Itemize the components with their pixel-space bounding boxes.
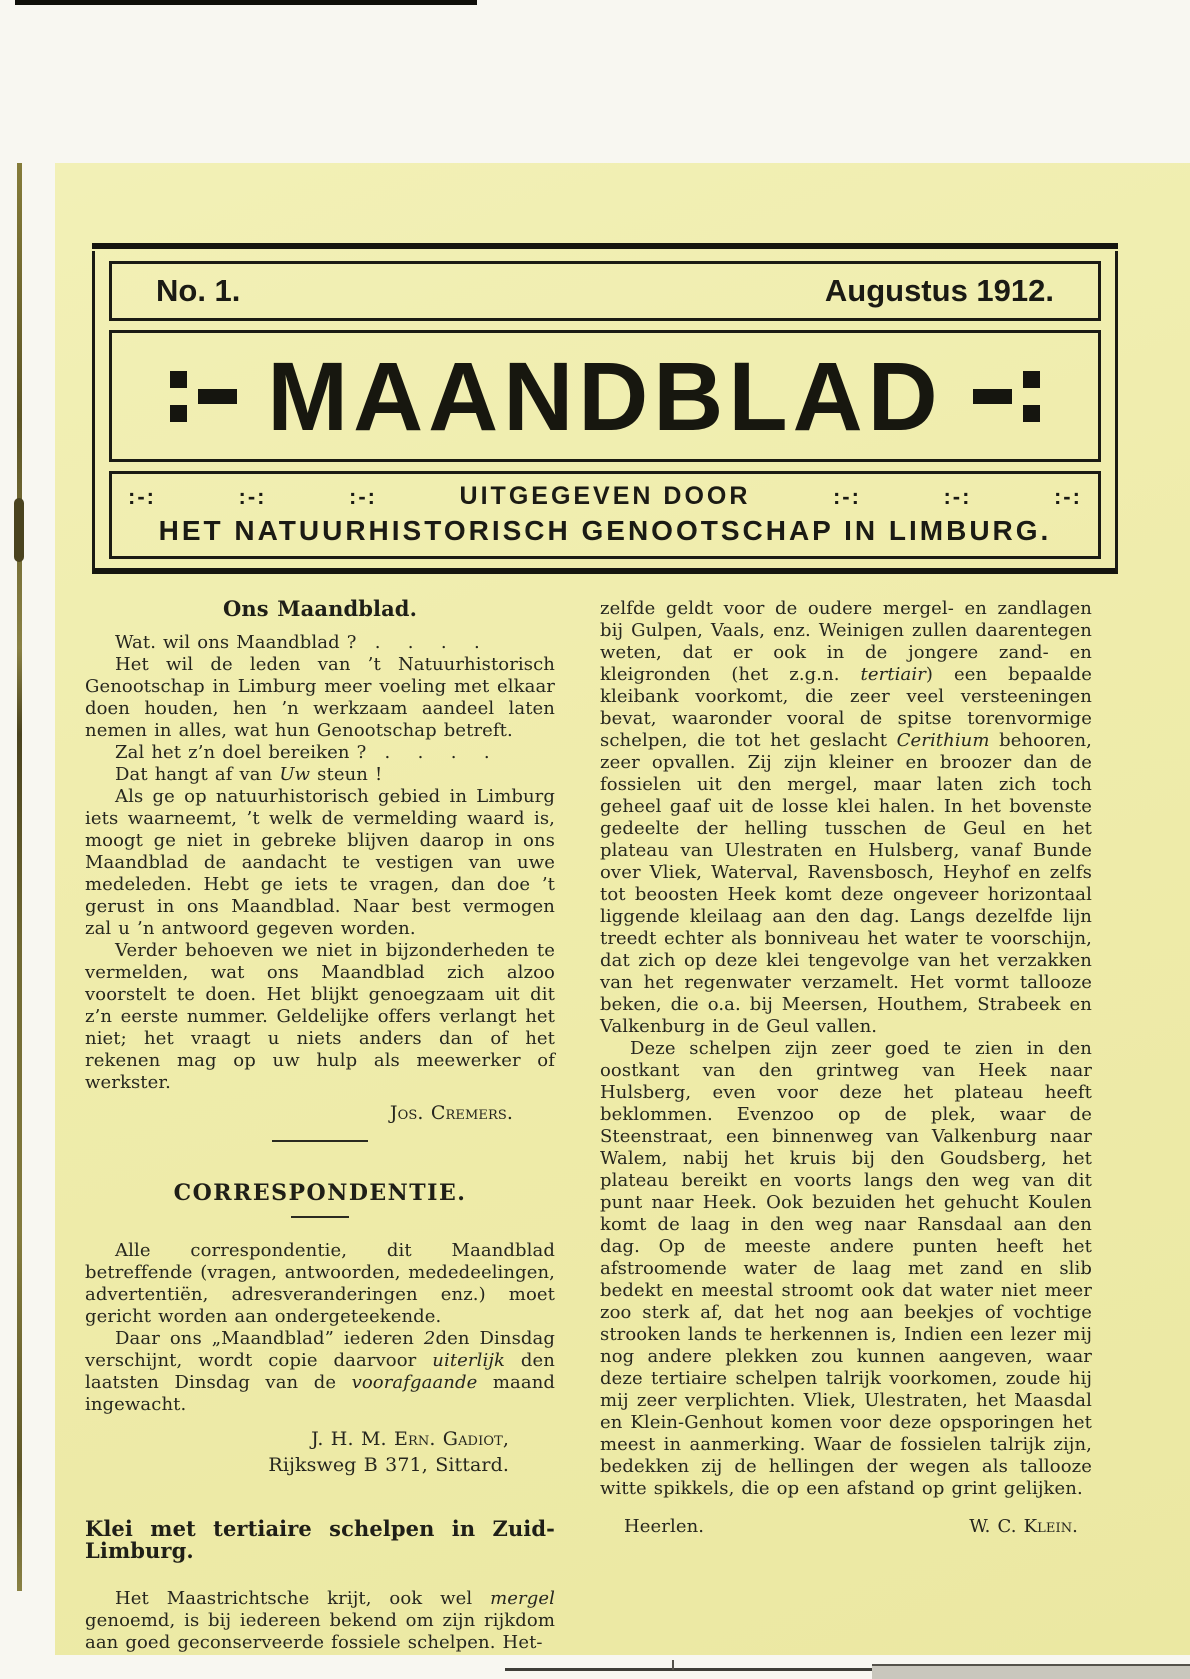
- journal-title-box: [109, 330, 1101, 462]
- page-binding-blot: [14, 498, 24, 562]
- paragraph: Verder behoeven we niet in bijzonderheden te vermelden, wat ons Maandblad zich alzoo voorstelt te doen. Het blijkt genoegzaam uit dit z’n eerste nummer. Geldelijke offers verlangt het niet; het vraagt u niets anders dan of het rekenen mag op uw hulp als meewerker of werkster.: [85, 940, 555, 1093]
- title-dash-colon-ornament-right: [973, 371, 1040, 422]
- masthead-top-rule: [92, 243, 1118, 249]
- section-divider: [272, 1140, 368, 1142]
- closing-line: [600, 1516, 1092, 1538]
- publisher-box: [109, 471, 1101, 559]
- published-by-label: UITGEGEVEN DOOR: [459, 482, 751, 510]
- paragraph: Daar ons „Maandblad” iederen 2den Dinsdag verschijnt, wordt copie daarvoor uiterlijk den laatsten Dinsdag van de voorafgaande maand ingewacht.: [85, 1328, 556, 1415]
- colon-dash-ornament: :-:: [832, 483, 861, 509]
- left-column: [85, 598, 555, 1654]
- place-name: Heerlen.: [624, 1516, 705, 1537]
- page-binding-edge: [17, 163, 22, 1591]
- issue-date: Augustus 1912.: [824, 273, 1054, 308]
- author-signature-klein: W. C. Klein.: [969, 1516, 1078, 1537]
- publisher-line-1: [128, 482, 1082, 511]
- colon-dash-ornament: :-:: [238, 483, 267, 509]
- colon-dash-ornament: :-:: [349, 483, 378, 509]
- paragraph: Alle correspondentie, dit Maandblad betreffende (vragen, antwoorden, mededeelingen, advertentiën, adresveranderingen enz.) moet gericht worden aan ondergeteekende.: [85, 1240, 555, 1327]
- author-signature-cremers: Jos. Cremers.: [389, 1102, 513, 1124]
- editor-name: J. H. M. Ern. Gadiot,: [311, 1428, 509, 1450]
- colon-dash-ornament: :-:: [943, 483, 972, 509]
- title-colon-dash-ornament-left: [170, 371, 237, 422]
- paragraph: Als ge op natuurhistorisch gebied in Limburg iets waarneemt, ’t welk de vermelding waard is, moogt ge niet in gebreke blijven daarop in ons Maandblad de aandacht te vestigen van uwe medeleden. Hebt ge iets te vragen, dan doe ’t gerust in ons Maandblad. Naar best vermogen zal u ’n antwoord gegeven worden.: [85, 786, 555, 939]
- scan-edge-mark: [15, 0, 477, 5]
- colon-dash-ornament: :-:: [1053, 483, 1082, 509]
- paragraph: Het wil de leden van ’t Natuurhistorisch Genootschap in Limburg meer voeling met elkaar doen houden, hen ’n werkzaam aandeel laten nemen in alles, wat hun Genootschap betreft.: [85, 654, 555, 741]
- masthead: [92, 243, 1118, 574]
- right-column: [600, 598, 1092, 1538]
- article-heading-correspondentie: CORRESPONDENTIE.: [173, 1180, 467, 1206]
- journal-title: MAANDBLAD: [267, 341, 943, 451]
- paragraph: zelfde geldt voor de oudere mergel- en zandlagen bij Gulpen, Vaals, enz. Weinigen zullen daarentegen weten, dat er ook in de jongere zand- en kleigronden (het z.g.n. tertiair) een bepaalde kleibank voorkomt, die zeer veel versteeningen bevat, waaronder vooral de spitse torenvormige schelpen, die tot het geslacht Cerithium behooren, zeer opvallen. Zij zijn kleiner en broozer dan de fossielen uit den mergel, maar laten zich toch geheel gaaf uit de losse klei halen. In het bovenste gedeelte der helling tusschen de Geul en het plateau van Ulestraten en Hulsberg, vanaf Bunde over Vliek, Waterval, Ravensbosch, Heyhof en zelfs tot beoosten Heek komt deze ongeveer horizontaal liggende kleilaag aan den dag. Langs dezelfde lijn treedt echter als bonniveau het water te voorschijn, dat zich op deze klei tengevolge van het verzakken van het regenwater verzamelt. Het vormt tallooze beken, die o.a. bij Meersen, Houthem, Strabeek en Valkenburg in de Geul vallen.: [600, 598, 1092, 1037]
- scan-bottom-tick: [672, 1660, 674, 1670]
- paragraph: Wat. wil ons Maandblad ? . . . .: [115, 632, 480, 653]
- paragraph: Deze schelpen zijn zeer goed te zien in den oostkant van den grintweg van Heek naar Hulsberg, even voor deze het plateau heeft beklommen. Evenzoo op de plek, waar de Steenstraat, een binnenweg van Valkenburg naar Walem, nabij het kruis bij den Goudsberg, het plateau bereikt en voorts langs den weg van dit punt naar Heek. Ook bezuiden het gehucht Koulen komt de laag in den weg naar Ransdaal aan den dag. Op de meeste andere punten heeft het afstroomende water de laag met zand en slib bedekt en meestal stroomt ook dat water niet meer zoo sterk af, dat het nog aan beekjes of vochtige strooken lands te herkennen is, Indien een lezer mij nog andere plekken zou kunnen aangeven, waar deze tertiaire schelpen talrijk voorkomen, zoude hij mij zeer verplichten. Vliek, Ulestraten, het Maasdal en Klein-Genhout komen voor deze opsporingen het meest in aanmerking. Waar de fossielen talrijk zijn, bedekken zij de hellingen der wegen als tallooze witte spikkels, die op een afstand op grint gelijken.: [600, 1038, 1092, 1499]
- article-heading-klei: Klei met tertiaire schelpen in Zuid-Limburg.: [85, 1516, 555, 1563]
- article-heading-ons-maandblad: Ons Maandblad.: [223, 596, 417, 621]
- issue-number: No. 1.: [156, 273, 241, 308]
- ornament-colon-icon: [170, 371, 187, 422]
- paragraph: Zal het z’n doel bereiken ? . . . .: [115, 742, 490, 763]
- masthead-frame: [92, 251, 1118, 574]
- editor-address: Rijksweg B 371, Sittard.: [268, 1454, 509, 1476]
- paragraph: Het Maastrichtsche krijt, ook wel mergel genoemd, is bij iedereen bekend om zijn rijkdom aan goed geconserveerde fossiele schelpen. Het-: [85, 1588, 555, 1653]
- publisher-name: HET NATUURHISTORISCH GENOOTSCHAP IN LIMBURG.: [158, 515, 1052, 546]
- issue-line: [109, 261, 1101, 321]
- paragraph: Dat hangt af van Uw steun !: [115, 764, 383, 785]
- ornament-dash-icon: [973, 389, 1012, 404]
- editor-signature-gadiot: [85, 1426, 555, 1478]
- heading-divider: [291, 1216, 349, 1218]
- magazine-page: [55, 163, 1190, 1655]
- ornament-dash-icon: [198, 389, 237, 404]
- ornament-colon-icon: [1023, 371, 1040, 422]
- colon-dash-ornament: :-:: [128, 483, 156, 509]
